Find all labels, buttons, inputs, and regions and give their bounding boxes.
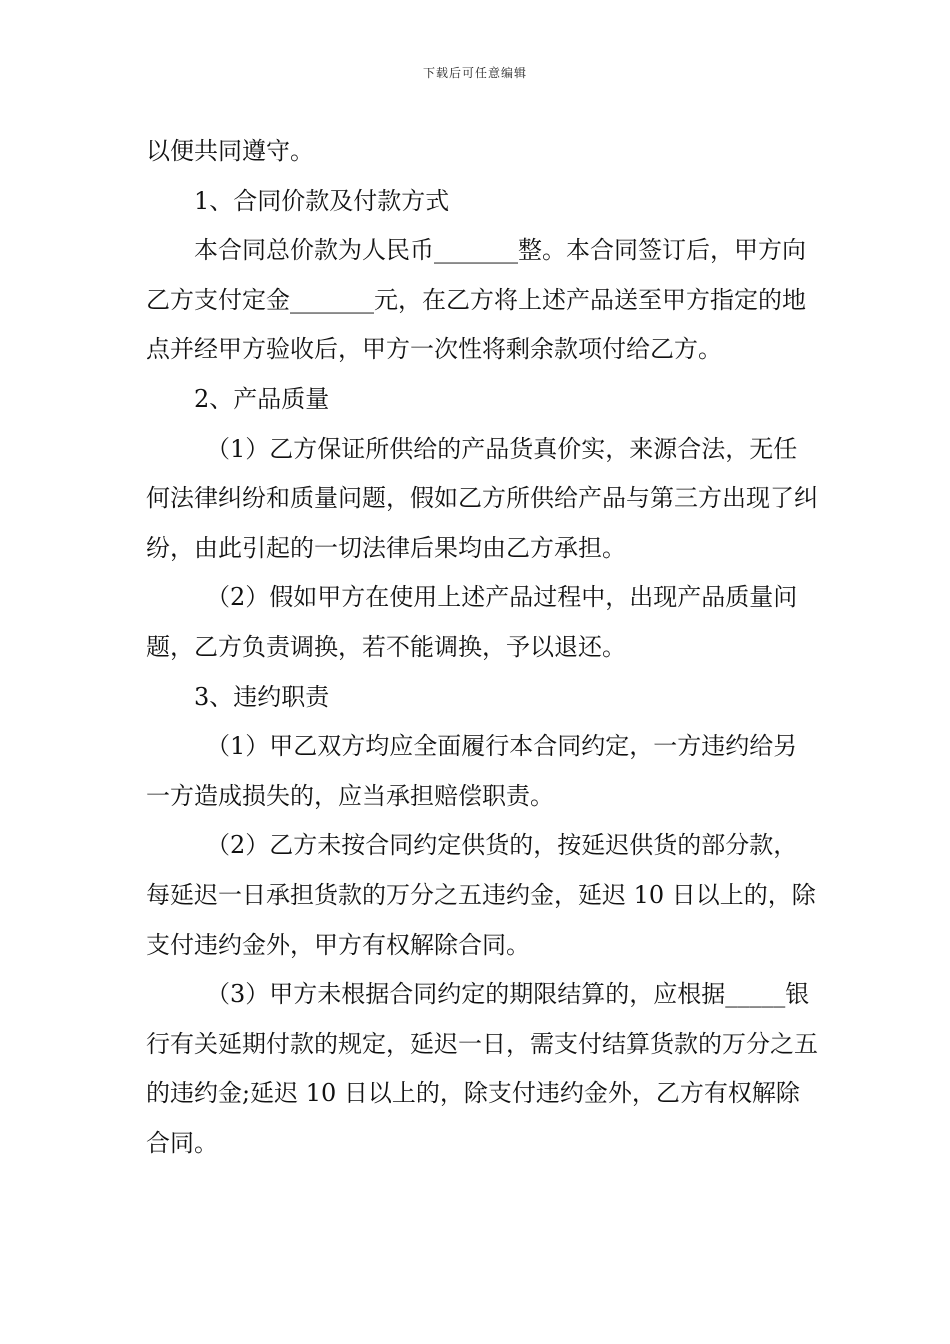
paragraph-quality-2: （2）假如甲方在使用上述产品过程中，出现产品质量问题，乙方负责调换，若不能调换，予以退还。 xyxy=(146,583,798,661)
paragraph-quality-1: （1）乙方保证所供给的产品货真价实，来源合法，无任何法律纠纷和质量问题，假如乙方所供给产品与第三方出现了纠纷，由此引起的一切法律后果均由乙方承担。 xyxy=(146,434,818,562)
paragraph-liability-3: （3）甲方未根据合同约定的期限结算的，应根据_____银行有关延期付款的规定，延迟一日，需支付结算货款的万分之五的违约金;延迟 10 日以上的，除支付违约金外，乙方有权解除合同。 xyxy=(146,980,818,1157)
paragraph-continuation: 以便共同遵守。 xyxy=(146,137,314,165)
page-header: 下载后可任意编辑 xyxy=(422,66,527,80)
document-body xyxy=(146,127,818,1168)
paragraph-payment-terms: 本合同总价款为人民币_______整。本合同签订后，甲方向乙方支付定金_______元，在乙方将上述产品送至甲方指定的地点并经甲方验收后，甲方一次性将剩余款项付给乙方。 xyxy=(146,236,806,364)
section-heading-payment: 1、合同价款及付款方式 xyxy=(194,186,450,215)
section-heading-quality: 2、产品质量 xyxy=(194,384,330,413)
paragraph-liability-1: （1）甲乙双方均应全面履行本合同约定，一方违约给另一方造成损失的，应当承担赔偿职责。 xyxy=(146,732,798,810)
paragraph-liability-2: （2）乙方未按合同约定供货的，按延迟供货的部分款，每延迟一日承担货款的万分之五违约金，延迟 10 日以上的，除支付违约金外，甲方有权解除合同。 xyxy=(146,831,816,959)
section-heading-liability: 3、违约职责 xyxy=(194,682,330,711)
